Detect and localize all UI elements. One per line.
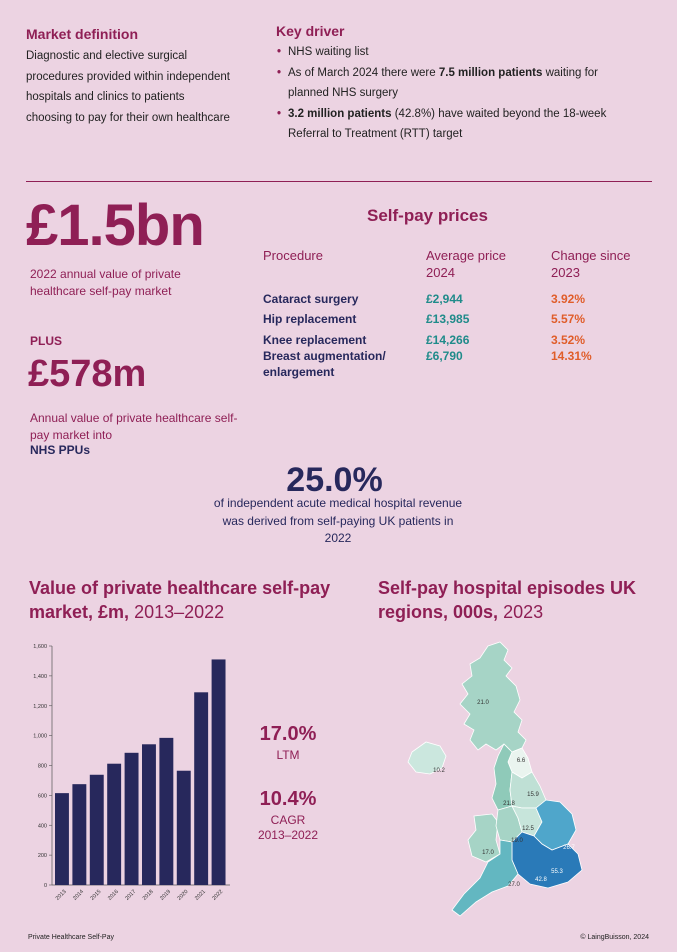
map-title-bold: Self-pay hospital episodes UK regions, 000s, bbox=[378, 578, 637, 622]
bar bbox=[107, 764, 121, 885]
price-row-procedure: Knee replacement bbox=[263, 333, 367, 347]
key-driver-item-bold: 3.2 million patients bbox=[288, 107, 392, 120]
bar bbox=[159, 738, 173, 885]
bar bbox=[90, 775, 104, 885]
price-row-price: £14,266 bbox=[426, 333, 470, 347]
price-row-price: £13,985 bbox=[426, 312, 470, 326]
key-driver-title: Key driver bbox=[276, 23, 345, 39]
x-tick-label: 2021 bbox=[194, 888, 207, 902]
map-label: 19.0 bbox=[511, 838, 523, 844]
key-driver-item-text: NHS waiting list bbox=[288, 46, 369, 58]
map-label: 12.5 bbox=[522, 826, 534, 832]
bar-chart-title-years: 2013–2022 bbox=[129, 602, 225, 622]
y-tick-label: 1,200 bbox=[33, 703, 47, 710]
price-row-change: 5.57% bbox=[551, 312, 586, 326]
x-tick-label: 2017 bbox=[124, 888, 138, 902]
section-divider bbox=[26, 181, 652, 182]
self-pay-share-caption: of independent acute medical hospital revenue was derived from self-paying UK patients in 2022 bbox=[213, 496, 463, 545]
y-tick-label: 200 bbox=[37, 853, 47, 860]
bar bbox=[72, 784, 86, 885]
bar-chart-title bbox=[29, 576, 359, 624]
self-pay-market-bar-chart bbox=[24, 640, 236, 908]
price-row-procedure: Hip replacement bbox=[263, 312, 357, 326]
x-tick-label: 2022 bbox=[211, 888, 225, 902]
y-tick-label: 0 bbox=[43, 883, 47, 889]
ltm-growth-value: 17.0% bbox=[259, 723, 317, 745]
map-region-yorkshire bbox=[510, 772, 546, 808]
y-tick-label: 1,400 bbox=[33, 673, 47, 680]
self-pay-share-value: 25.0% bbox=[286, 461, 383, 499]
nhs-ppu-caption: Annual value of private healthcare self-pay market into bbox=[30, 411, 238, 442]
ltm-growth-label: LTM bbox=[276, 748, 300, 762]
market-definition-text: Diagnostic and elective surgical procedures provided within independent hospitals and clinics to patients choosing to pay for their own healthcare bbox=[26, 50, 230, 124]
bar bbox=[177, 771, 191, 885]
price-row-procedure: Cataract surgery bbox=[263, 292, 359, 306]
map-region-scotland bbox=[460, 642, 526, 752]
x-tick-label: 2019 bbox=[159, 888, 173, 902]
price-row-price: £2,944 bbox=[426, 292, 463, 306]
uk-regions-map bbox=[400, 640, 610, 925]
price-row-procedure: Breast augmentation/ enlargement bbox=[263, 349, 386, 379]
market-value: £1.5bn bbox=[26, 193, 204, 258]
x-tick-label: 2020 bbox=[176, 888, 190, 902]
key-driver-item-bold: 7.5 million patients bbox=[438, 66, 543, 79]
map-label: 21.8 bbox=[503, 801, 515, 807]
x-tick-label: 2018 bbox=[141, 888, 155, 902]
key-driver-item-text: (42.8%) have waited beyond the 18-week Referral to Treatment (RTT) target bbox=[288, 107, 607, 140]
map-title bbox=[378, 576, 668, 624]
plus-label: PLUS bbox=[30, 334, 63, 348]
map-title-year: 2023 bbox=[498, 602, 544, 622]
key-driver-item-text: As of March 2024 there were bbox=[288, 66, 439, 79]
x-tick-label: 2015 bbox=[89, 888, 103, 902]
key-driver-list bbox=[276, 42, 636, 145]
prices-header-average: Average price 2024 bbox=[426, 248, 506, 280]
y-tick-label: 600 bbox=[37, 793, 47, 800]
x-tick-label: 2014 bbox=[72, 888, 86, 902]
cagr-label: CAGR bbox=[270, 813, 306, 827]
market-definition-title: Market definition bbox=[26, 26, 139, 42]
key-driver-item bbox=[276, 42, 636, 63]
bar bbox=[194, 692, 208, 885]
nhs-ppu-caption-bold: NHS PPUs bbox=[30, 443, 91, 457]
bar bbox=[55, 793, 69, 885]
market-value-caption: 2022 annual value of private healthcare self-pay market bbox=[30, 267, 181, 298]
y-tick-label: 400 bbox=[37, 823, 47, 830]
y-tick-label: 800 bbox=[37, 763, 47, 770]
map-label: 17.0 bbox=[482, 850, 494, 856]
bar bbox=[142, 744, 156, 885]
cagr-value: 10.4% bbox=[259, 788, 317, 810]
map-label: 15.9 bbox=[527, 792, 539, 798]
price-row-change: 3.92% bbox=[551, 292, 586, 306]
cagr-period-label: 2013–2022 bbox=[257, 828, 319, 842]
footer-publication: Private Healthcare Self-Pay bbox=[28, 934, 114, 941]
y-tick-label: 1,000 bbox=[33, 733, 47, 740]
self-pay-prices-title: Self-pay prices bbox=[367, 206, 488, 225]
price-row-change: 14.31% bbox=[551, 349, 592, 363]
map-label: 27.0 bbox=[508, 882, 520, 888]
x-tick-label: 2016 bbox=[107, 888, 120, 902]
y-tick-label: 1,600 bbox=[33, 644, 47, 650]
map-label: 10.2 bbox=[433, 768, 445, 774]
key-driver-item bbox=[276, 63, 636, 104]
bar bbox=[125, 753, 139, 885]
bar-chart-title-bold: Value of private healthcare self-pay market, £m, bbox=[29, 578, 331, 622]
map-label: 42.8 bbox=[535, 877, 547, 883]
price-row-price: £6,790 bbox=[426, 349, 463, 363]
prices-header-procedure: Procedure bbox=[263, 248, 323, 263]
key-driver-item bbox=[276, 104, 636, 145]
bar bbox=[212, 659, 226, 885]
map-label: 21.0 bbox=[477, 700, 489, 706]
key-driver-item-text: waiting for planned NHS surgery bbox=[288, 66, 598, 99]
nhs-ppu-value: £578m bbox=[28, 353, 147, 395]
price-row-change: 3.52% bbox=[551, 333, 586, 347]
map-label: 6.6 bbox=[516, 758, 526, 764]
map-label: 55.3 bbox=[551, 869, 563, 875]
x-tick-label: 2013 bbox=[54, 888, 68, 902]
footer-copyright: © LaingBuisson, 2024 bbox=[580, 934, 649, 941]
map-label: 26.7 bbox=[563, 845, 575, 851]
prices-header-change: Change since 2023 bbox=[551, 248, 631, 280]
